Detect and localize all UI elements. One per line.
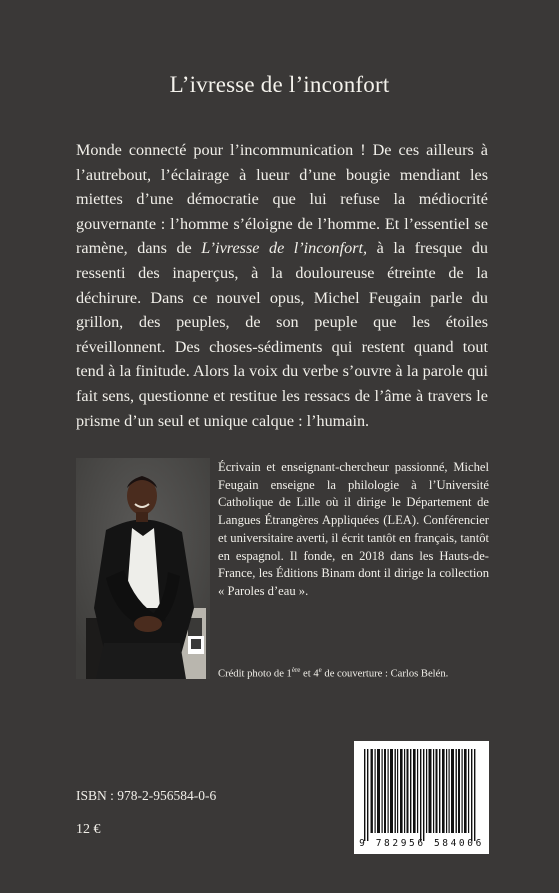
blurb-italic-title: L’ivresse de l’inconfort, bbox=[201, 239, 368, 258]
credit-suffix: de couverture : Carlos Belén. bbox=[321, 668, 449, 680]
credit-middle: et 4 bbox=[300, 668, 319, 680]
barcode-digits: 9 782956 584006 bbox=[359, 838, 484, 849]
price: 12 € bbox=[76, 822, 101, 837]
blurb-text-part1: Monde connecté pour l’incommunication ! De ces ailleurs à l’autrebout, l’éclairage à lueur d’une bougie mendiant les miettes d’une démocratie que lui refuse la médiocrité gouvernante : l’homme s’éloigne de l’homme. Et l’essentiel se ramène, dans de bbox=[76, 141, 488, 258]
isbn-barcode bbox=[354, 741, 489, 854]
credit-prefix: Crédit photo de 1 bbox=[218, 668, 292, 680]
author-bio: Écrivain et enseignant-chercheur passionné, Michel Feugain enseigne la philologie à l’Université Catholique de Lille où il dirige le Département de Langues Étrangères Appliquées (LEA). Conférencier et universitaire averti, il écrit tantôt en français, tantôt en espagnol. Il fonde, en 2018 dans les Hauts-de-France, les Éditions Binam dont il dirige la collection « Paroles d’eau ». bbox=[218, 460, 489, 598]
credit-superscript-1: ère bbox=[291, 666, 301, 674]
isbn-number: ISBN : 978-2-956584-0-6 bbox=[76, 788, 217, 803]
blurb-text-part2: à la fresque du ressenti des inaperçus, à la douloureuse étreinte de la déchirure. Dans ce nouvel opus, Michel Feugain parle du grillon, des peuples, de son peuple que les étoiles réveillonnent. Des choses-sédiments qui restent quand tout tend à la finitude. Alors la voix du verbe s’ouvre à la parole qui fait sens, questionne et restitue les ressacs de l’âme à travers le prisme d’un seul et unique calque : l’humain. bbox=[76, 239, 488, 430]
author-portrait-illustration bbox=[76, 458, 210, 679]
author-photo bbox=[76, 458, 210, 679]
back-cover-blurb bbox=[76, 138, 488, 433]
credit-superscript-2: e bbox=[318, 666, 322, 674]
photo-credit bbox=[218, 666, 508, 680]
book-title: L’ivresse de l’inconfort bbox=[169, 72, 390, 97]
